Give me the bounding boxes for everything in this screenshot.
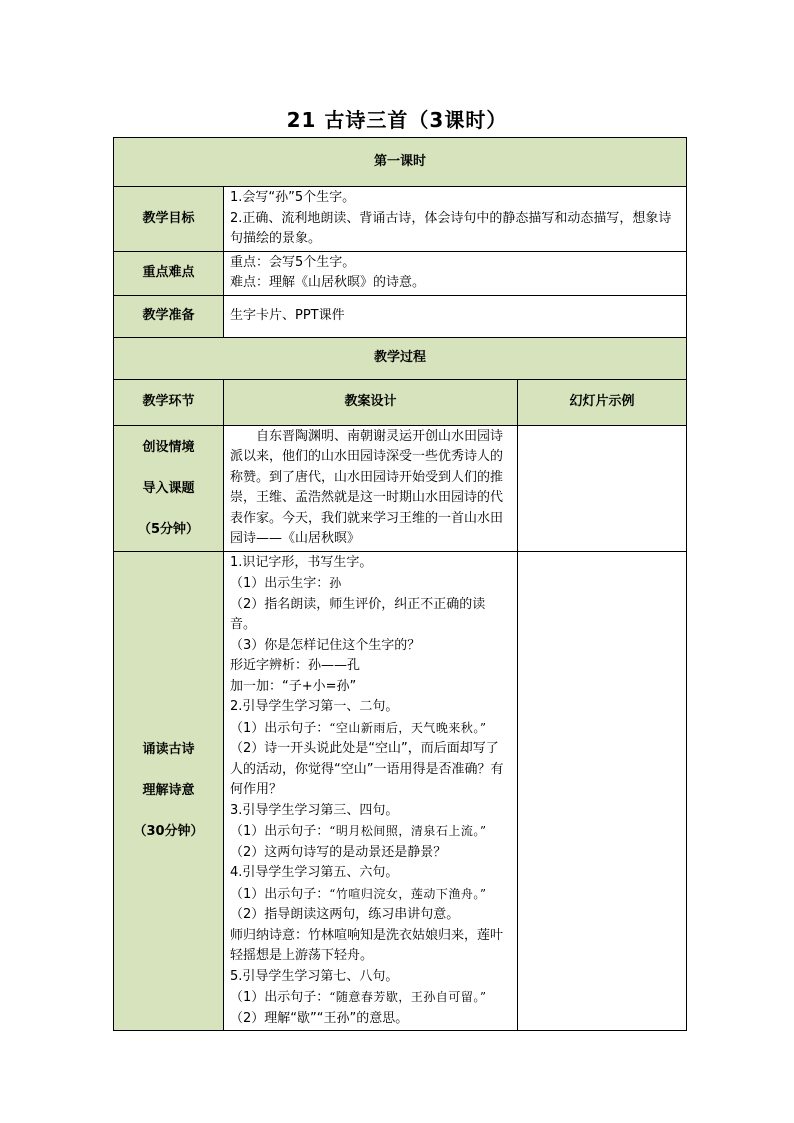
step-line: （1）出示句子：“随意春芳歇，王孙自可留。” xyxy=(230,990,487,1005)
section-label-line: 理解诗意 xyxy=(142,783,195,799)
goal-row xyxy=(114,187,687,252)
prep-content: 生字卡片、PPT课件 xyxy=(224,295,687,337)
column-header: 教学环节 xyxy=(114,379,224,425)
step-line: 加一加：“子+小=孙” xyxy=(230,678,357,694)
section-body: 自东晋陶渊明、南朝谢灵运开创山水田园诗派以来，他们的山水田园诗深受一些优秀诗人的称赞。到了唐代，山水田园诗开始受到人们的推崇，王维、孟浩然就是这一时期山水田园诗的代表作家。今天，我们就来学习王维的一首山水田园诗——《山居秋暝》 xyxy=(224,425,518,551)
step-line: 1.识记字形，书写生字。 xyxy=(230,554,373,570)
step-line: 4.引导学生学习第五、六句。 xyxy=(230,865,399,880)
goal-item: 2.正确、流利地朗读、背诵古诗，体会诗句中的静态描写和动态描写，想象诗句描绘的景象。 xyxy=(230,210,672,246)
column-header-row xyxy=(114,379,687,425)
step-line: （2）指导朗读这两句，练习串讲句意。 xyxy=(230,907,460,922)
column-header: 幻灯片示例 xyxy=(518,379,687,425)
section-label-line: （5分钟） xyxy=(137,521,200,537)
step-line: （2）诗一开头说此处是“空山”，而后面却写了人的活动，你觉得“空山”一语用得是否准确？有何作用？ xyxy=(230,741,504,797)
step-line: （1）出示生字：孙 xyxy=(230,576,342,591)
key-content xyxy=(224,251,687,295)
step-line: （2）理解“歇”“王孙”的意思。 xyxy=(230,1010,409,1026)
step-line: 2.引导学生学习第一、二句。 xyxy=(230,699,399,714)
slide-example-cell xyxy=(518,425,687,551)
process-heading-row xyxy=(114,337,687,379)
step-line: （1）出示句子：“竹喧归浣女，莲动下渔舟。” xyxy=(230,886,487,902)
step-line: （1）出示句子：“空山新雨后，天气晚来秋。” xyxy=(230,720,487,736)
section-label xyxy=(114,425,224,551)
prep-label: 教学准备 xyxy=(114,295,224,337)
step-line: 3.引导学生学习第三、四句。 xyxy=(230,802,399,818)
section-body xyxy=(224,551,518,1031)
step-line: 形近字辨析：孙——孔 xyxy=(230,658,361,673)
step-line: （2）指名朗读，师生评价，纠正不正确的读音。 xyxy=(230,596,486,632)
goal-item: 1.会写“孙”5个生字。 xyxy=(230,190,356,205)
step-line: （3）你是怎样记住这个生字的？ xyxy=(230,637,421,653)
step-line: （2）这两句诗写的是动景还是静景？ xyxy=(230,844,447,860)
document-title: 21 古诗三首（3课时） xyxy=(286,108,508,132)
prep-row xyxy=(114,295,687,337)
section-label-line: 创设情境 xyxy=(142,439,195,455)
column-header: 教案设计 xyxy=(224,379,518,425)
goal-label: 教学目标 xyxy=(114,187,224,252)
lesson-heading-row xyxy=(114,138,687,187)
process-heading: 教学过程 xyxy=(114,337,687,379)
key-label: 重点难点 xyxy=(114,251,224,295)
section-label-line: 导入课题 xyxy=(142,480,195,496)
lesson-heading: 第一课时 xyxy=(114,138,687,187)
key-item: 难点：理解《山居秋暝》的诗意。 xyxy=(230,275,426,290)
section-row-intro xyxy=(114,425,687,551)
section-label-line: 诵读古诗 xyxy=(142,742,195,758)
section-row-reading xyxy=(114,551,687,1031)
section-label-line: （30分钟） xyxy=(133,824,204,840)
step-line: （1）出示句子：“明月松间照，清泉石上流。” xyxy=(230,824,487,839)
section-label xyxy=(114,551,224,1031)
slide-example-cell xyxy=(518,551,687,1031)
step-line: 师归纳诗意：竹林喧响知是洗衣姑娘归来，莲叶轻摇想是上游荡下轻舟。 xyxy=(230,927,504,963)
goal-content xyxy=(224,187,687,252)
key-row xyxy=(114,251,687,295)
lesson-plan-table xyxy=(113,137,687,1031)
key-item: 重点：会写5个生字。 xyxy=(230,254,356,270)
step-line: 5.引导学生学习第七、八句。 xyxy=(230,968,399,984)
